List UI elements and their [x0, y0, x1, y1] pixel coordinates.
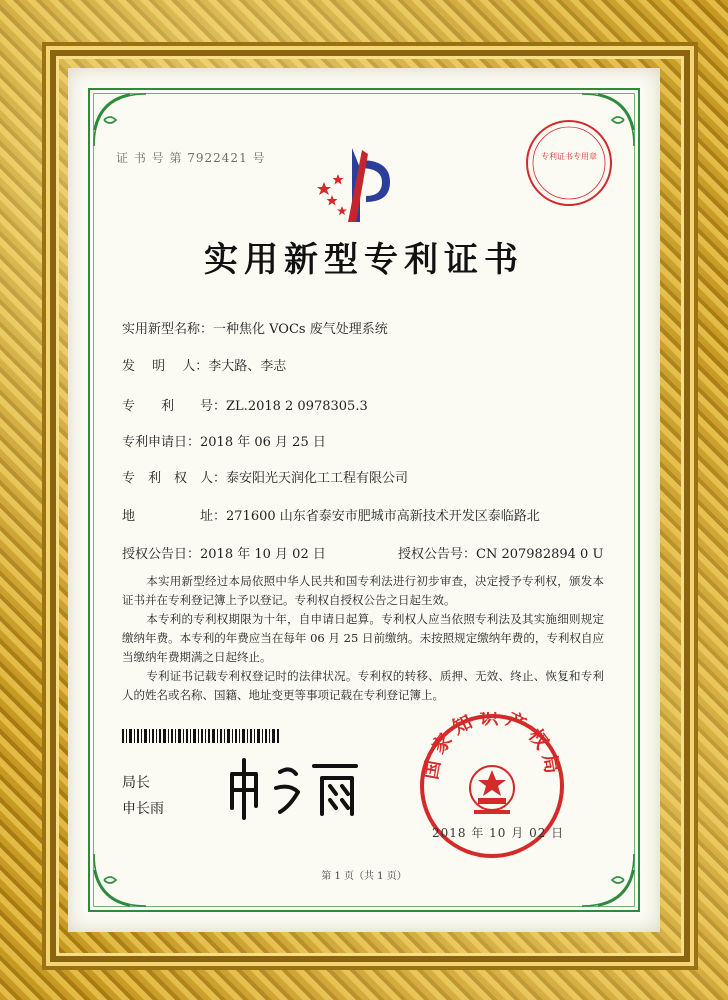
field-grant-date-label: 授权公告日：: [122, 547, 201, 562]
chief-name: 申长雨: [122, 801, 164, 817]
field-grant-date-value: 2018 年 10 月 02 日: [200, 547, 326, 562]
field-patentee-label: 专 利 权 人：: [122, 471, 227, 486]
paragraph-2-text: 本专利的专利权期限为十年，自申请日起算。专利权人应当依照专利法及其实施细则规定缴纳年费。本专利的年费应当在每年 06 月 25 日前缴纳。未按照规定缴纳年费的，专利权自应当缴纳年费期满之日起终止。: [122, 612, 604, 664]
field-patent-no: [122, 395, 368, 414]
field-name-value: 一种焦化 VOCs 废气处理系统: [213, 322, 388, 337]
field-apply-date-value: 2018 年 06 月 25 日: [200, 435, 326, 450]
field-name-label: 实用新型名称：: [122, 322, 214, 337]
paragraph-3: [122, 667, 604, 705]
field-grant-no-value: CN 207982894 0 U: [476, 547, 604, 562]
field-grant-no-label: 授权公告号：: [398, 547, 477, 562]
field-address-label: 地 址：: [122, 509, 227, 524]
field-name: [122, 318, 388, 337]
field-grant-no: [398, 543, 603, 562]
field-grant-date: [122, 543, 326, 562]
paragraph-3-text: 专利证书记载专利权登记时的法律状况。专利权的转移、质押、无效、终止、恢复和专利人的姓名或名称、国籍、地址变更等事项记载在专利登记簿上。: [122, 669, 604, 702]
field-patent-no-label: 专 利 号：: [122, 399, 227, 414]
chief-title: 局长: [122, 775, 150, 791]
top-stamp-text: 专利证书专用章: [541, 152, 597, 161]
paragraph-1: [122, 572, 604, 610]
handwritten-signature: [222, 752, 362, 822]
field-apply-date: [122, 431, 326, 450]
field-inventor-value: 李大路、李志: [208, 359, 287, 374]
patent-office-logo-icon: [310, 140, 410, 230]
field-inventor-label: 发 明 人：: [122, 359, 209, 374]
seal-date: 2018 年 10 月 02 日: [432, 826, 565, 840]
certificate-number: 证 书 号 第 7922421 号: [116, 151, 266, 165]
field-inventor: [122, 355, 286, 374]
field-address-value: 271600 山东省泰安市肥城市高新技术开发区泰临路北: [226, 509, 540, 524]
top-stamp: [523, 117, 615, 209]
field-address: [122, 505, 540, 524]
paragraph-2: [122, 610, 604, 667]
certificate-title: 实用新型专利证书: [204, 240, 524, 280]
corner-ornament-top-left: [90, 90, 150, 150]
field-patentee: [122, 467, 408, 486]
field-patentee-value: 泰安阳光天润化工工程有限公司: [226, 471, 409, 486]
field-apply-date-label: 专利申请日：: [122, 435, 201, 450]
field-patent-no-value: ZL.2018 2 0978305.3: [226, 399, 368, 414]
paragraph-1-text: 本实用新型经过本局依照中华人民共和国专利法进行初步审查，决定授予专利权，颁发本证书并在专利登记簿上予以登记。专利权自授权公告之日起生效。: [122, 574, 604, 607]
page-footer: 第 1 页（共 1 页）: [321, 871, 407, 882]
barcode-icon: [122, 728, 280, 742]
seal-text: 国家知识产权局: [419, 712, 565, 782]
